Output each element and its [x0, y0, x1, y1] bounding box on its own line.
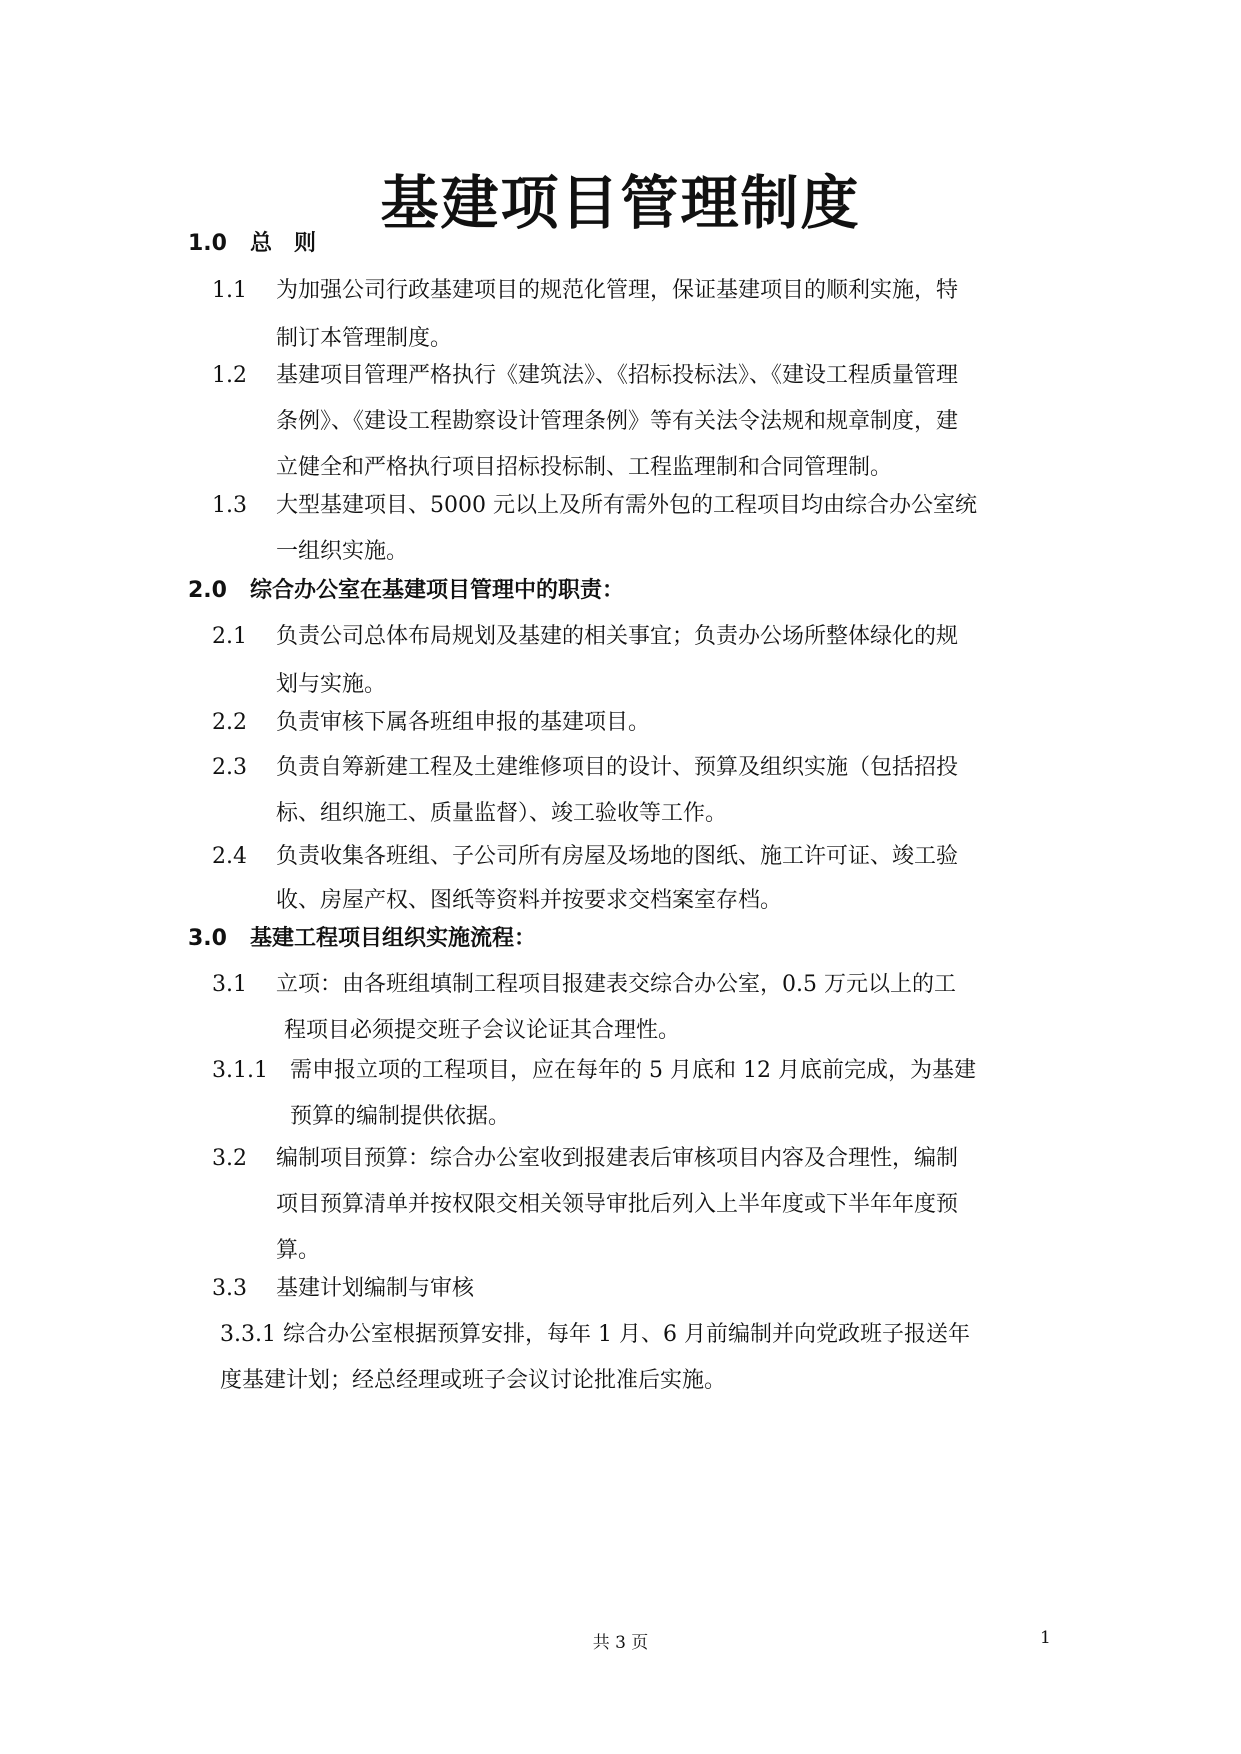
section-title: 综合办公室在基建项目管理中的职责： — [250, 578, 625, 603]
clause-line: 负责收集各班组、子公司所有房屋及场地的图纸、施工许可证、竣工验 — [276, 844, 959, 869]
document-title: 基建项目管理制度 — [380, 169, 861, 237]
section-number: 2.0 — [188, 578, 227, 603]
clause-line: 收、房屋产权、图纸等资料并按要求交档案室存档。 — [276, 888, 783, 913]
clause-line: 程项目必须提交班子会议论证其合理性。 — [284, 1018, 681, 1043]
clause-number: 3.2 — [212, 1146, 247, 1171]
clause-number: 3.1 — [212, 972, 247, 997]
clause-line: 立健全和严格执行项目招标投标制、工程监理制和合同管理制。 — [276, 455, 893, 480]
clause-line: 需申报立项的工程项目，应在每年的 5 月底和 12 月底前完成，为基建 — [290, 1058, 976, 1083]
page-count: 共 3 页 — [592, 1633, 649, 1653]
section-heading — [188, 226, 316, 262]
section-number: 1.0 — [188, 231, 227, 256]
clause-number: 2.1 — [212, 624, 247, 649]
clause-line: 度基建计划；经总经理或班子会议讨论批准后实施。 — [220, 1368, 727, 1393]
clause-line: 预算的编制提供依据。 — [290, 1104, 511, 1129]
section-title: 总 则 — [250, 231, 317, 256]
clause-line: 负责自筹新建工程及土建维修项目的设计、预算及组织实施（包括招投 — [276, 755, 959, 780]
clause-line: 基建计划编制与审核 — [276, 1276, 475, 1301]
clause-number: 2.2 — [212, 710, 247, 735]
clause-number: 3.3 — [212, 1276, 247, 1301]
clause-number: 1.3 — [212, 493, 247, 518]
clause-line: 条例》、《建设工程勘察设计管理条例》等有关法令法规和规章制度，建 — [276, 409, 959, 434]
clause-line: 制订本管理制度。 — [276, 326, 453, 351]
clause-line: 标、组织施工、质量监督）、竣工验收等工作。 — [276, 801, 728, 826]
clause-line: 算。 — [276, 1238, 321, 1263]
clause-line: 编制项目预算：综合办公室收到报建表后审核项目内容及合理性，编制 — [276, 1146, 959, 1171]
clause-line: 为加强公司行政基建项目的规范化管理，保证基建项目的顺利实施，特 — [276, 278, 959, 303]
clause-line: 项目预算清单并按权限交相关领导审批后列入上半年度或下半年年度预 — [276, 1192, 959, 1217]
section-number: 3.0 — [188, 926, 227, 951]
clause-line: 负责审核下属各班组申报的基建项目。 — [276, 710, 651, 735]
clause-number: 1.1 — [212, 278, 247, 303]
page-number: 1 — [1040, 1628, 1051, 1648]
clause-number: 1.2 — [212, 363, 247, 388]
clause-line: 大型基建项目、5000 元以上及所有需外包的工程项目均由综合办公室统 — [276, 493, 977, 518]
clause-line: 立项：由各班组填制工程项目报建表交综合办公室，0.5 万元以上的工 — [276, 972, 956, 997]
clause-number: 3.1.1 — [212, 1058, 268, 1083]
section-title: 基建工程项目组织实施流程： — [250, 926, 537, 951]
clause-line: 划与实施。 — [276, 672, 387, 697]
clause-line: 3.3.1 综合办公室根据预算安排，每年 1 月、6 月前编制并向党政班子报送年 — [220, 1322, 970, 1347]
section-heading — [188, 573, 624, 609]
clause-line: 负责公司总体布局规划及基建的相关事宜；负责办公场所整体绿化的规 — [276, 624, 959, 649]
clause-number: 2.4 — [212, 844, 247, 869]
clause-number: 2.3 — [212, 755, 247, 780]
clause-line: 一组织实施。 — [276, 539, 409, 564]
section-heading — [188, 921, 536, 957]
clause-line: 基建项目管理严格执行《建筑法》、《招标投标法》、《建设工程质量管理 — [276, 363, 959, 388]
